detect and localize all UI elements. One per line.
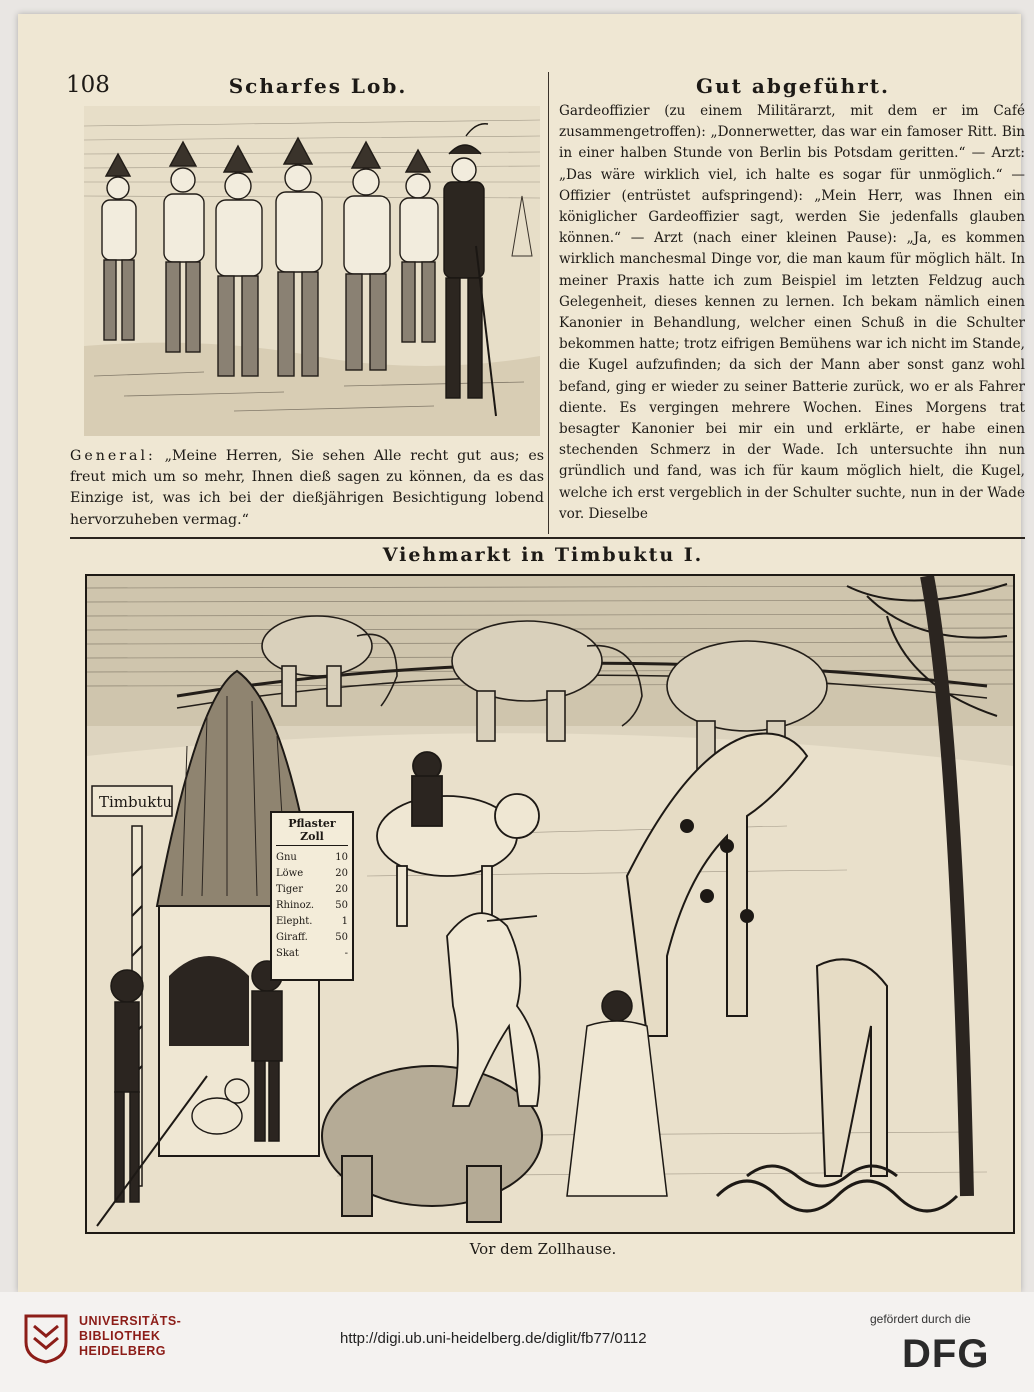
toll-row-label: Rhinoz. [276, 900, 315, 911]
uni-logo-line: BIBLIOTHEK [79, 1329, 161, 1343]
dfg-logo[interactable]: DFG [902, 1332, 990, 1376]
toll-row [276, 898, 348, 914]
toll-sign-title: Pflaster Zoll [276, 817, 348, 846]
toll-row-label: Elepht. [276, 916, 313, 927]
speaker-label: General: [70, 448, 156, 464]
toll-row-value: 20 [335, 868, 348, 879]
toll-row-label: Gnu [276, 852, 297, 863]
general-quote [70, 446, 544, 531]
general-quote-text: „Meine Herren, Sie sehen Alle recht gut aus; es freut mich um so mehr, Ihnen dieß sagen zu können, da es das Einzige ist, was ich bei der dießjährigen Besichtigung lobend hervorzuheben vermag.“ [70, 448, 545, 528]
digitization-footer [0, 1292, 1034, 1392]
university-seal-icon[interactable] [22, 1312, 70, 1364]
toll-row-value: 10 [335, 852, 348, 863]
market-scene [87, 576, 1013, 1232]
uni-logo-line: HEIDELBERG [79, 1344, 166, 1358]
toll-row-value: 20 [335, 884, 348, 895]
toll-row-value: 50 [335, 932, 348, 943]
toll-row [276, 850, 348, 866]
toll-row [276, 866, 348, 882]
uni-logo-line: UNIVERSITÄTS- [79, 1314, 182, 1328]
soldiers-illustration [84, 106, 540, 436]
toll-row-label: Löwe [276, 868, 304, 879]
right-column-title: Gut abgeführt. [696, 74, 890, 98]
toll-sign [270, 811, 354, 981]
toll-row [276, 882, 348, 898]
toll-row-label: Giraff. [276, 932, 308, 943]
toll-row-value: 50 [335, 900, 348, 911]
anecdote-text: Gardeoffizier (zu einem Militärarzt, mit dem er im Café zusammengetroffen): „Donnerwetter, das war ein famoser Ritt. Bin in einer halben Stunde von Berlin bis Potsdam geritten.“ — Arzt: „Das wäre wirklich viel, ich halte es sogar für unmöglich.“ — Offizier (entrüstet aufspringend): „Mein Herr, was Ihnen ein königlicher Gardeoffizier sagt, werden Sie jedenfalls glauben können.“ — Arzt (nach einer kleinen Pause): „Ja, es kommen wirklich manchesmal Dinge vor, die man kaum für möglich hält. In meiner Praxis hatte ich zum Beispiel im letzten Feldzug auch Gelegenheit, dieses kennen zu lernen. Ich bekam nämlich einen Kanonier in Behandlung, welcher einen Schuß in die Schulter bekommen hatte; trotz eifrigen Bemühens war ich nicht im Stande, die Kugel aufzufinden; da sich der Mann aber sonst ganz wohl befand, ging er wieder zu seiner Batterie zurück, wo er als Fahrer diente. Es vergingen mehrere Wochen. Eines Morgens trat besagter Kanonier bei mir ein und erklärte, er habe einen stechenden Schmerz in der Wade. Ich untersuchte ihn nun gründlich und fand, was ich für kaum möglich hielt, die Kugel, welche ich erst vergeblich in der Schulter suchte, nun in der Wade vor. Dieselbe [559, 103, 1025, 522]
toll-row-label: Skat [276, 948, 299, 959]
section-rule [70, 537, 1025, 539]
newspaper-page [18, 14, 1025, 1292]
funding-note: gefördert durch die [870, 1312, 971, 1326]
section-title: Viehmarkt in Timbuktu I. [382, 544, 704, 566]
university-library-logo[interactable] [79, 1314, 181, 1359]
toll-row [276, 930, 348, 946]
permalink[interactable]: http://digi.ub.uni-heidelberg.de/diglit/fb77/0112 [340, 1330, 647, 1347]
column-divider [548, 72, 549, 534]
left-column-title: Scharfes Lob. [228, 74, 408, 98]
timbuktu-sign: Timbuktu [99, 793, 173, 811]
toll-row [276, 914, 348, 930]
toll-row-label: Tiger [276, 884, 303, 895]
market-illustration [85, 574, 1015, 1234]
illustration-caption: Vor dem Zollhause. [469, 1240, 617, 1258]
toll-row-value: - [344, 948, 348, 959]
page-number: 108 [66, 72, 110, 98]
toll-row-value: 1 [341, 916, 348, 927]
toll-row [276, 946, 348, 962]
